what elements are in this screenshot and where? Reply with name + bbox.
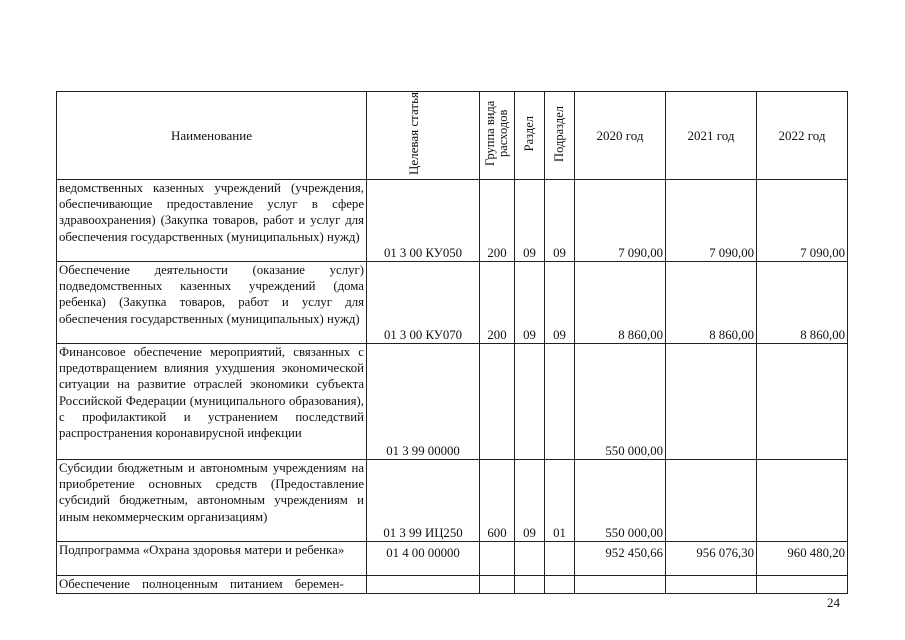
page-number: 24: [827, 595, 840, 610]
row-subsection: 09: [545, 180, 575, 262]
table-row: [57, 180, 848, 262]
table-header-row: [57, 92, 848, 180]
row-2022: 8 860,00: [757, 262, 848, 344]
row-subsection: 01: [545, 460, 575, 542]
row-section: 09: [515, 460, 545, 542]
row-group: 200: [480, 262, 515, 344]
row-group: [480, 542, 515, 576]
header-section: Раздел: [515, 92, 545, 180]
row-2020: 7 090,00: [575, 180, 666, 262]
row-group: [480, 344, 515, 460]
row-2020: 550 000,00: [575, 344, 666, 460]
row-name: Обеспечение деятельности (оказание услуг) подведомственных казенных учреждений (дома ребенка) (Закупка товаров, работ и услуг для обеспечения государственных (муниципальных) нужд): [57, 262, 367, 344]
row-target: [367, 576, 480, 594]
row-group: [480, 576, 515, 594]
header-2020: 2020 год: [575, 92, 666, 180]
header-name: Наименование: [57, 92, 367, 180]
row-name: Обеспечение полноценным питанием беремен-: [57, 576, 367, 594]
header-subsection: Подраздел: [545, 92, 575, 180]
row-name: Подпрограмма «Охрана здоровья матери и ребенка»: [57, 542, 367, 576]
row-name: Субсидии бюджетным и автономным учреждениям на приобретение основных средств (Предоставление субсидий бюджетным, автономным учреждениям и иным некоммерческим организациям): [57, 460, 367, 542]
row-2020: 8 860,00: [575, 262, 666, 344]
row-section: [515, 576, 545, 594]
row-2021: [666, 344, 757, 460]
row-2021: 956 076,30: [666, 542, 757, 576]
row-subsection: 09: [545, 262, 575, 344]
row-section: [515, 344, 545, 460]
table-row: [57, 344, 848, 460]
budget-table: [56, 91, 848, 594]
header-2021: 2021 год: [666, 92, 757, 180]
header-2022: 2022 год: [757, 92, 848, 180]
row-2022: 7 090,00: [757, 180, 848, 262]
row-subsection: [545, 542, 575, 576]
row-subsection: [545, 576, 575, 594]
row-section: [515, 542, 545, 576]
row-target: 01 4 00 00000: [367, 542, 480, 576]
table-row: [57, 262, 848, 344]
table-row: [57, 576, 848, 594]
row-subsection: [545, 344, 575, 460]
row-2021: [666, 576, 757, 594]
row-2021: 7 090,00: [666, 180, 757, 262]
row-target: 01 3 00 КУ070: [367, 262, 480, 344]
table-row: [57, 542, 848, 576]
row-2022: [757, 576, 848, 594]
row-target: 01 3 99 ИЦ250: [367, 460, 480, 542]
row-target: 01 3 99 00000: [367, 344, 480, 460]
row-2020: [575, 576, 666, 594]
header-expense-group: Группа вида расходов: [480, 92, 515, 180]
row-group: 600: [480, 460, 515, 542]
row-2022: 960 480,20: [757, 542, 848, 576]
row-2021: 8 860,00: [666, 262, 757, 344]
row-2021: [666, 460, 757, 542]
row-name: Финансовое обеспечение мероприятий, связанных с предотвращением влияния ухудшения экономической ситуации на развитие отраслей экономики субъекта Российской Федерации (муниципального образования), с профилактикой и устранением последствий распространения коронавирусной инфекции: [57, 344, 367, 460]
row-2022: [757, 344, 848, 460]
row-section: 09: [515, 180, 545, 262]
row-2022: [757, 460, 848, 542]
row-section: 09: [515, 262, 545, 344]
header-target-article: Целевая статья: [367, 92, 480, 180]
table-row: [57, 460, 848, 542]
row-name: ведомственных казенных учреждений (учреждения, обеспечивающие предоставление услуг в сфере здравоохранения) (Закупка товаров, работ и услуг для обеспечения государственных (муниципальных) нужд): [57, 180, 367, 262]
row-target: 01 3 00 КУ050: [367, 180, 480, 262]
row-2020: 550 000,00: [575, 460, 666, 542]
row-group: 200: [480, 180, 515, 262]
row-2020: 952 450,66: [575, 542, 666, 576]
